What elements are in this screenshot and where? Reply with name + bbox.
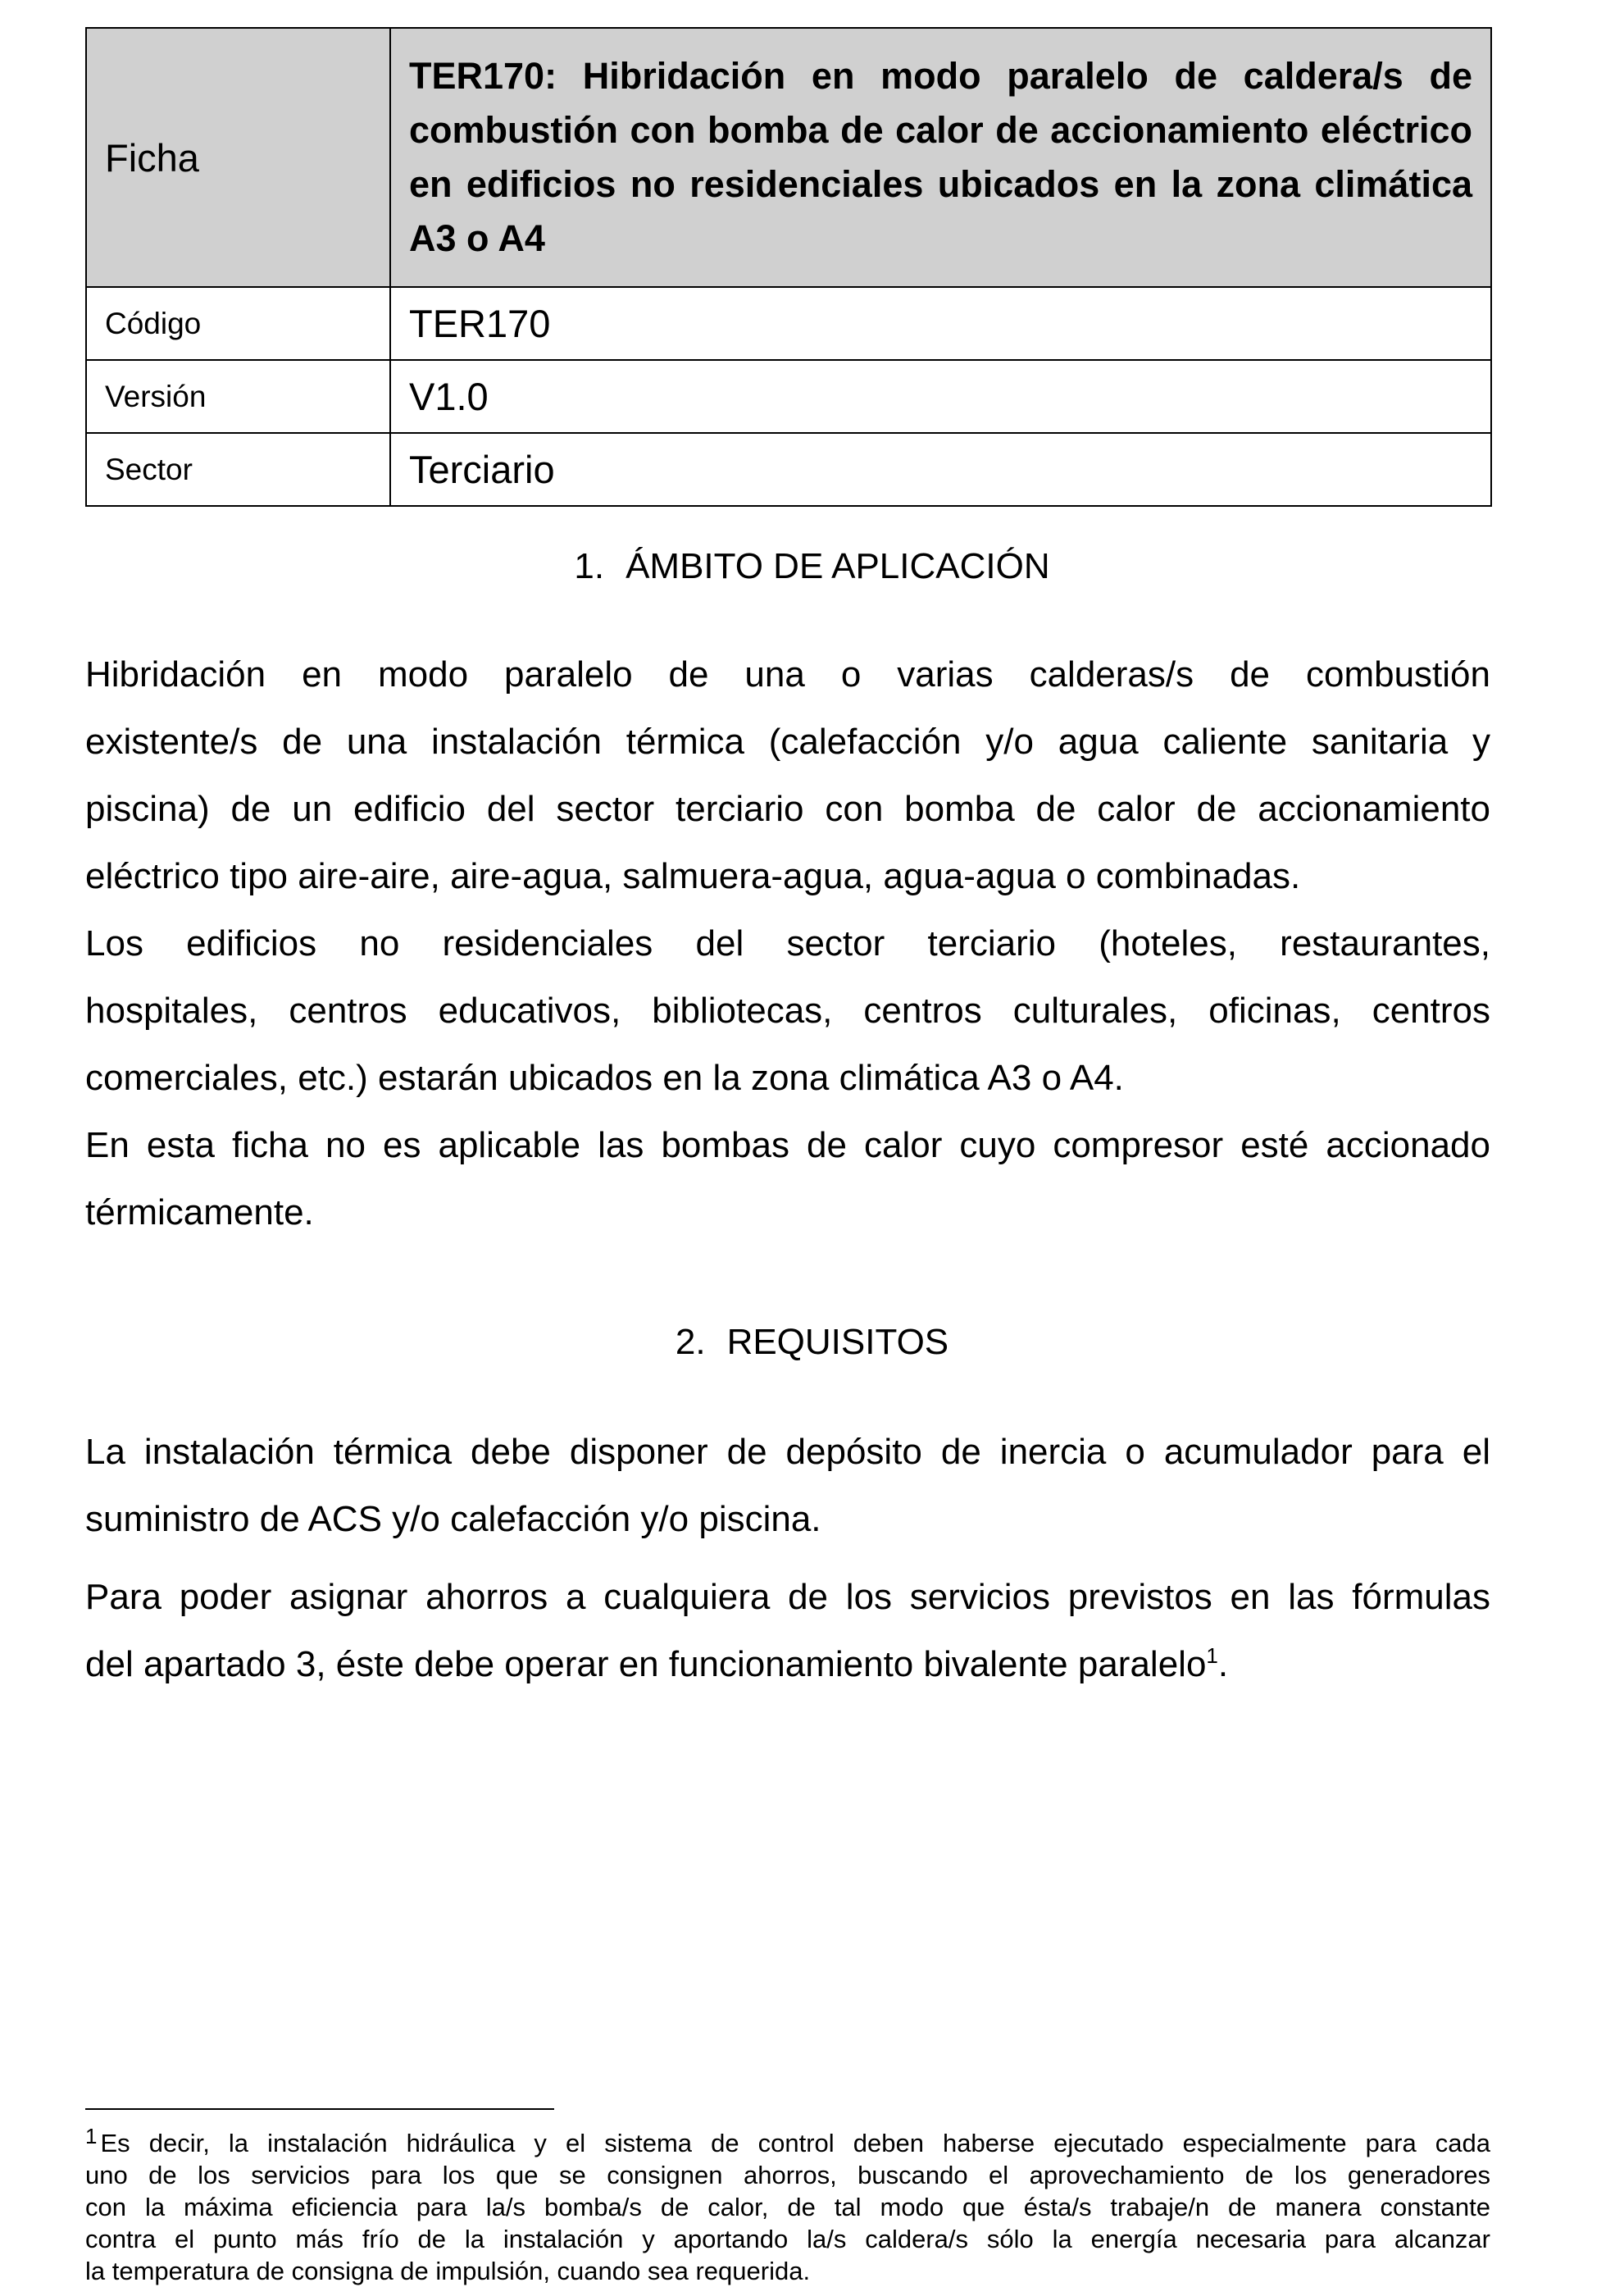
ficha-table <box>85 27 1492 507</box>
ficha-title: TER170: Hibridación en modo paralelo de caldera/s de combustión con bomba de calor de accionamiento eléctrico en edificios no residenciales ubicados en la zona climática A3 o A4 <box>390 28 1491 287</box>
footnote-line: la temperatura de consigna de impulsión, cuando sea requerida. <box>85 2257 811 2285</box>
body-line <box>85 1631 1490 1698</box>
footnote <box>85 2124 1490 2287</box>
version-label: Versión <box>86 360 390 433</box>
body-line: Para poder asignar ahorros a cualquiera de los servicios previstos en las fórmulas <box>85 1577 1490 1617</box>
ficha-label: Ficha <box>86 28 390 287</box>
codigo-row <box>86 287 1491 360</box>
body-line: eléctrico tipo aire-aire, aire-agua, salmuera-agua, agua-agua o combinadas. <box>85 856 1301 896</box>
section-2-paragraph-2 <box>85 1564 1490 1698</box>
codigo-value: TER170 <box>390 287 1491 360</box>
body-line: piscina) de un edificio del sector terciario con bomba de calor de accionamiento <box>85 789 1490 829</box>
footnote-line-text: Es decir, la instalación hidráulica y el sistema de control deben haberse ejecutado especialmente para cada <box>100 2129 1490 2157</box>
section-2-paragraph-1 <box>85 1419 1490 1553</box>
section-2-number: 2. <box>675 1322 706 1362</box>
footnote-line: contra el punto más frío de la instalación y aportando la/s caldera/s sólo la energía necesaria para alcanzar <box>85 2225 1490 2253</box>
ficha-header-row <box>86 28 1491 287</box>
body-line: suministro de ACS y/o calefacción y/o piscina. <box>85 1499 821 1539</box>
body-line: Hibridación en modo paralelo de una o varias calderas/s de combustión <box>85 654 1490 695</box>
footnote-marker: 1 <box>85 2124 98 2148</box>
footnote-line: uno de los servicios para los que se consignen ahorros, buscando el aprovechamiento de los generadores <box>85 2161 1490 2189</box>
sector-label: Sector <box>86 433 390 506</box>
section-1-title: ÁMBITO DE APLICACIÓN <box>625 546 1050 586</box>
body-line: Los edificios no residenciales del sector terciario (hoteles, restaurantes, <box>85 923 1490 964</box>
body-line: existente/s de una instalación térmica (calefacción y/o agua caliente sanitaria y <box>85 722 1490 762</box>
footnote-reference[interactable]: 1 <box>1206 1643 1218 1668</box>
footnote-separator <box>85 2108 554 2110</box>
section-1-heading <box>0 546 1624 587</box>
sector-row <box>86 433 1491 506</box>
footnote-line: con la máxima eficiencia para la/s bomba/s de calor, de tal modo que ésta/s trabaje/n de manera constante <box>85 2193 1490 2221</box>
footnote-line <box>85 2124 1490 2159</box>
sector-value: Terciario <box>390 433 1491 506</box>
codigo-label: Código <box>86 287 390 360</box>
body-line: térmicamente. <box>85 1192 314 1232</box>
body-line: comerciales, etc.) estarán ubicados en la zona climática A3 o A4. <box>85 1058 1124 1098</box>
body-line: La instalación térmica debe disponer de depósito de inercia o acumulador para el <box>85 1432 1490 1472</box>
body-line: hospitales, centros educativos, bibliotecas, centros culturales, oficinas, centros <box>85 991 1490 1031</box>
body-line-text: del apartado 3, éste debe operar en funcionamiento bivalente paralelo <box>85 1644 1207 1684</box>
section-1-body <box>85 641 1490 1246</box>
version-row <box>86 360 1491 433</box>
body-line-end: . <box>1217 1644 1229 1684</box>
section-1-number: 1. <box>574 546 605 586</box>
section-2-title: REQUISITOS <box>726 1322 949 1362</box>
body-line: En esta ficha no es aplicable las bombas de calor cuyo compresor esté accionado <box>85 1125 1490 1165</box>
version-value: V1.0 <box>390 360 1491 433</box>
section-2-heading <box>0 1322 1624 1363</box>
